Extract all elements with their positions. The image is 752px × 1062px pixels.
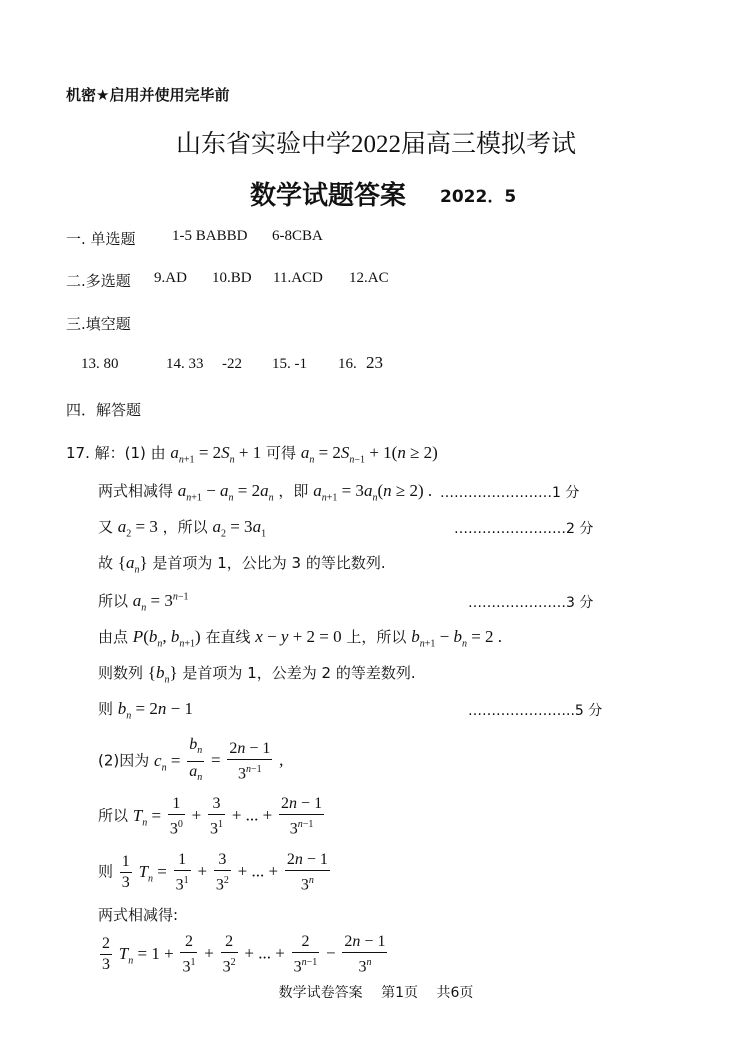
multi-answer-12: 12.AC (349, 270, 389, 286)
confidential-label: 机密★启用并使用完毕前 (66, 86, 230, 104)
q17-part2-line2: 所以 $T_n$ = $\frac{1}{3^0}$ + $\frac{3}{3^1}$ + ... + $\frac{2n - 1}{3^{n-1}}$ (98, 795, 323, 838)
q17-line2: 两式相减得 $a_{n+1} - a_n = 2a_n$ ，即 $a_{n+1} = 3a_n(n \ge 2)$ . (98, 481, 433, 504)
q17-part2-line4: 两式相减得: (98, 906, 179, 924)
answer-subtitle: 数学试题答案 (250, 181, 407, 211)
single-answers-1: 1-5 BABBD (172, 228, 248, 244)
section-multi-choice: 二.多选题 (66, 272, 131, 290)
fill-answer-14a: 14. 33 (166, 356, 204, 372)
fill-answer-15: 15. -1 (272, 356, 307, 372)
fill-answer-14b: -22 (222, 356, 242, 372)
q17-score-1: ……………………1 分 (440, 485, 580, 501)
multi-answer-11: 11.ACD (273, 270, 323, 286)
q17-part2-line5: $\frac{2}{3}$ $T_n = 1$ + $\frac{2}{3^1}$ + $\frac{2}{3^2}$ + ... + $\frac{2}{3^{n-1}}$ − $\frac{2n - 1}{3^n}$ (102, 933, 386, 976)
exam-date: 2022．5 (440, 187, 517, 207)
q17-line4: 故 $\{a_n\}$ 是首项为 1，公比为 3 的等比数列. (98, 553, 386, 576)
q17-score-5: …………………..5 分 (468, 703, 603, 719)
q17-part2-line3: 则 $\frac{1}{3}$ $T_n$ = $\frac{1}{3^1}$ + $\frac{3}{3^2}$ + ... + $\frac{2n - 1}{3^n}$ (98, 851, 328, 894)
q17-line3: 又 $a_2 = 3$ ，所以 $a_2 = 3a_1$ (98, 517, 267, 540)
section-single-choice: 一. 单选题 (66, 230, 136, 248)
fill-answer-13: 13. 80 (81, 356, 119, 372)
section-fill-blank: 三.填空题 (66, 315, 131, 333)
q17-score-2: ……………………2 分 (454, 521, 594, 537)
q17-part2-line1: (2)因为 $c_n$ = $\frac{b_n}{a_n}$ = $\frac{2n - 1}{3^{n-1}}$ , (98, 736, 284, 784)
section-solve: 四．解答题 (66, 401, 142, 419)
q17-line8: 则 $b_n = 2n - 1$ (98, 699, 193, 722)
q17-line1: 17. 解：(1) 由 $a_{n+1} = 2S_n + 1$ 可得 $a_n = 2S_{n-1} + 1(n \ge 2)$ (66, 443, 438, 466)
page-footer: 数学试卷答案 第1页 共6页 (278, 985, 474, 1001)
q17-line6: 由点 $P(b_n$, $b_{n+1}$) 在直线 x − y + 2 = 0 上，所以 $b_{n+1} - b_n = 2$ . (98, 627, 503, 650)
q17-line5: 所以 $a_n = 3^{n-1}$ (98, 591, 189, 614)
exam-title: 山东省实验中学2022届高三模拟考试 (175, 131, 576, 158)
single-answers-2: 6-8CBA (272, 228, 323, 244)
fill-answer-16-label: 16. (338, 356, 357, 372)
multi-answer-9: 9.AD (154, 270, 187, 286)
q17-line7: 则数列 $\{b_n\}$ 是首项为 1，公差为 2 的等差数列. (98, 663, 416, 686)
fill-answer-16: 23 (366, 353, 383, 372)
multi-answer-10: 10.BD (212, 270, 252, 286)
q17-score-3: …………………3 分 (468, 595, 594, 611)
